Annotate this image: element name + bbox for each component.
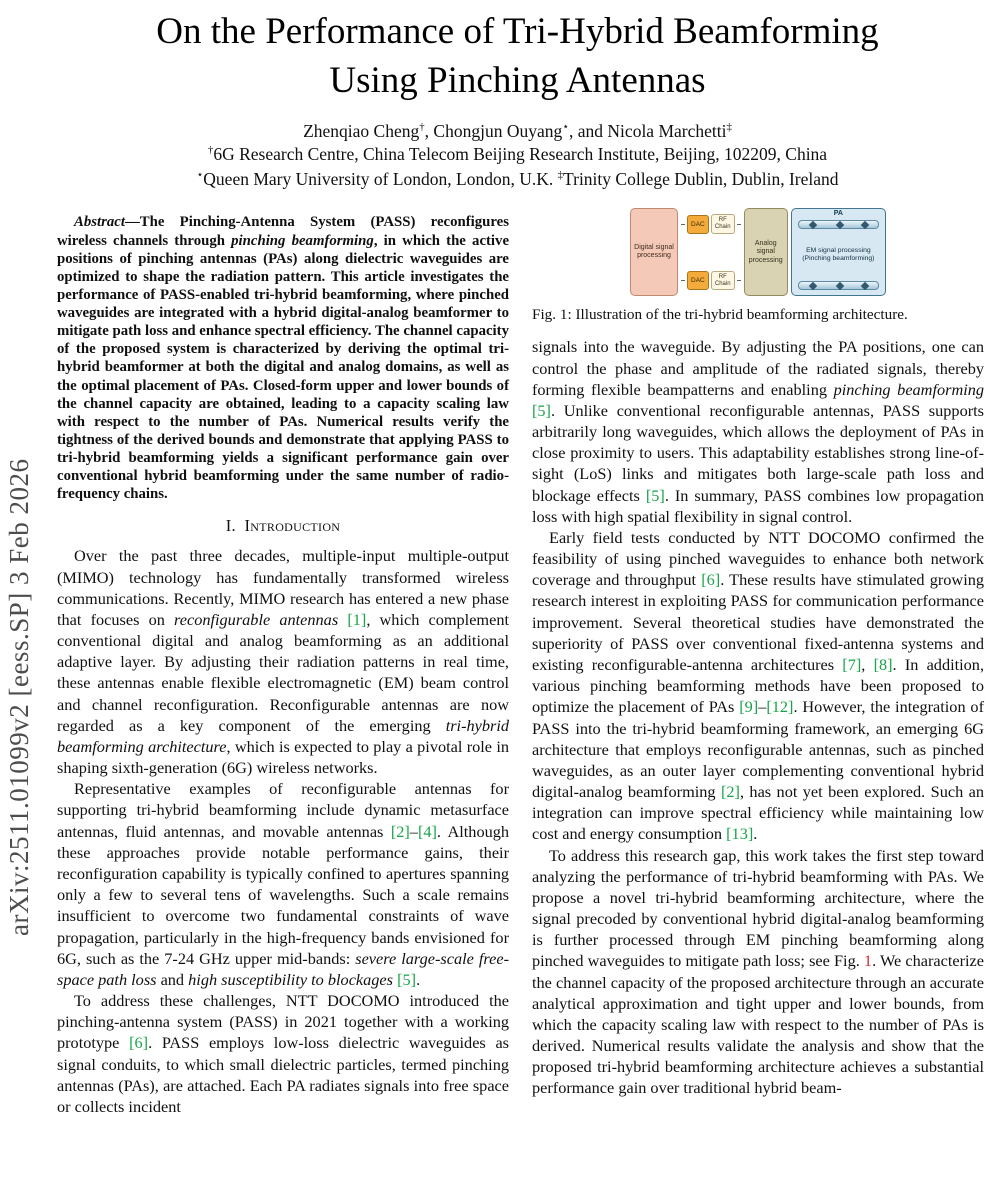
- text-run: , has not yet been explored. Such an integration can improve spectral efficiency while maintaining low cost and energy consumption: [532, 782, 985, 844]
- citation-link[interactable]: [4]: [417, 821, 437, 841]
- pinching-antenna-icon: [836, 221, 844, 229]
- paper-title: [57, 8, 978, 106]
- text-run: , in which the active positions of pinching antennas (PAs) along dielectric waveguides are optimized to shape the radiation pattern. This article investigates the performance of PASS-enabled tri-hybrid beamforming, where pinched waveguides are integrated with a hybrid digital-analog beamformer to mitigate path loss and enhance spectral efficiency. The channel capacity of the proposed system is characterized by deriving the optimal tri-hybrid beamformer at both the digital and analog domains, as well as the optimal placement of PAs. Closed-form upper and lower bounds of the channel capacity are obtained, leading to a capacity scaling law with respect to the number of PAs. Numerical results verify the tightness of the derived bounds and demonstrate that applying PASS to tri-hybrid beamforming yields a significant performance gain over conventional hybrid beamforming under the same number of radio-frequency chains.: [57, 232, 510, 503]
- two-column-body: [0, 192, 986, 1117]
- pinching-antenna-icon: [809, 282, 817, 290]
- figure-reference-link[interactable]: 1: [863, 951, 873, 971]
- text-run: [338, 610, 347, 629]
- text-run: –: [409, 821, 418, 841]
- text-run: To address these challenges, NTT DOCOMO introduced the pinching-antenna system (PASS) in 2021 together with a working prototype: [57, 991, 509, 1053]
- text-run: .: [753, 824, 758, 844]
- affiliation-marker: ‡: [726, 120, 732, 133]
- analog-signal-processing-block: [744, 208, 788, 296]
- citation-link[interactable]: [6]: [701, 570, 721, 590]
- affiliation-marker: ⋆: [562, 120, 570, 133]
- text-run: . In summary, PASS combines low propagation loss with high spatial flexibility in signal control.: [532, 485, 984, 526]
- pinching-antenna-icon: [861, 221, 869, 229]
- paragraph: [57, 545, 509, 778]
- citation-link[interactable]: [5]: [397, 969, 417, 989]
- affiliation-line-2: [57, 167, 978, 192]
- rf-chain-column: [681, 208, 741, 296]
- text-run: , which complement conventional digital and analog beamforming as an additional adaptive layer. By adjusting their radiation patterns in real time, these antennas enable flexible electromagnetic (EM) beam control and channel reconfiguration. Reconfigurable antennas are now regarded as a key component of the emerging: [57, 609, 509, 735]
- dac-block: DAC: [687, 271, 709, 290]
- paragraph: [57, 990, 509, 1117]
- citation-link[interactable]: [2]: [720, 782, 740, 802]
- paper-title-line-1: On the Performance of Tri-Hybrid Beamforming: [156, 11, 879, 52]
- paper-header: [0, 0, 986, 192]
- text-run: , which is expected to play a pivotal role in shaping sixth-generation (6G) wireless networks.: [57, 736, 509, 778]
- text-run: tri-hybrid beamforming architecture: [57, 715, 509, 756]
- citation-link[interactable]: [6]: [129, 1033, 149, 1053]
- rf-chain-top: [681, 214, 741, 234]
- waveguide-bottom: [798, 281, 879, 290]
- text-run: Zhenqiao Cheng: [303, 120, 420, 141]
- paragraph: [532, 336, 984, 527]
- text-run: Trinity College Dublin, Dublin, Ireland: [563, 169, 839, 190]
- text-run: . However, the integration of PASS into the tri-hybrid beamforming framework, an emerging 6G architecture that employs reconfigurable antennas, such as pinched waveguides, as an outer layer complementing conventional hybrid digital-analog beamforming: [532, 697, 984, 802]
- citation-link[interactable]: [7]: [842, 654, 862, 674]
- em-block-label-line-2: (Pinching beamforming): [802, 255, 875, 263]
- text-run: pinching beamforming: [833, 379, 985, 399]
- affiliation-line-1: [57, 142, 978, 167]
- text-run: ,: [861, 654, 874, 674]
- arxiv-stamp: arXiv:2511.01099v2 [eess.SP] 3 Feb 2026: [4, 458, 34, 936]
- figure-1-caption: Fig. 1: Illustration of the tri-hybrid beamforming architecture.: [532, 306, 908, 324]
- waveguide-top: [798, 220, 879, 229]
- text-run: . These results have stimulated growing research interest in exploiting PASS for communication performance improvement. Several theoretical studies have demonstrated the superiority of PASS over conventional fixed-antenna systems and existing reconfigurable-antenna architectures: [532, 570, 984, 674]
- section-heading-introduction: I. Introduction: [225, 516, 341, 536]
- em-block-label: [798, 247, 879, 263]
- text-run: Queen Mary University of London, London, U.K.: [203, 169, 558, 190]
- pinching-antenna-icon: [836, 282, 844, 290]
- rf-chain-block: RF Chain: [711, 214, 735, 234]
- text-run: Abstract: [74, 214, 125, 231]
- authors-line: [57, 121, 978, 142]
- figure-1-diagram: [630, 208, 886, 296]
- text-run: reconfigurable antennas: [174, 609, 339, 629]
- dac-block: DAC: [687, 215, 709, 234]
- analog-block-label: Analog signal processing: [748, 239, 783, 264]
- text-run: . Unlike conventional reconfigurable antennas, PASS supports arbitrarily long waveguides, which allows the deployment of PAs in close proximity to users. This adaptability establishes strong line-of-sight (LoS) links and mitigates both large-scale path loss and blockage effects: [532, 400, 984, 505]
- affiliation-marker: ‡: [557, 169, 564, 182]
- text-run: . Although these approaches provide notable performance gains, their reconfiguration capability is typically confined to apertures spanning only a few to several tens of wavelengths. Such a scale remains insufficient to overcome two fundamental constraints of wave propagation, particularly in the high-frequency bands envisioned for 6G, such as the 7-24 GHz upper mid-bands:: [57, 821, 510, 968]
- em-signal-processing-block: [791, 208, 886, 296]
- rf-chain-bottom: [681, 271, 741, 291]
- text-run: , Chongjun Ouyang: [424, 120, 563, 141]
- right-column: [532, 205, 984, 1098]
- text-run: severe large-scale free-space path loss: [57, 948, 509, 989]
- paragraph: [532, 845, 984, 1099]
- text-run: –: [758, 697, 767, 717]
- text-run: . PASS employs low-loss dielectric waveguides as signal conduits, to which small dielectric particles, termed pinching antennas (PAs), are attached. Each PA radiates signals into free space or collects incident: [57, 1033, 510, 1116]
- paragraph: [57, 778, 509, 990]
- paper-title-line-2: Using Pinching Antennas: [329, 59, 706, 101]
- em-block-label-line-1: EM signal processing: [806, 247, 871, 255]
- digital-signal-processing-block: [630, 208, 678, 296]
- text-run: To address this research gap, this work takes the first step toward analyzing the performance of tri-hybrid beamforming with PAs. We propose a novel tri-hybrid beamforming architecture, where the signal precoded by conventional hybrid digital-analog beamforming is further processed through EM pinching beamforming along pinched waveguides to mitigate path loss; see Fig.: [532, 845, 984, 971]
- text-run: , and Nicola Marchetti: [569, 120, 727, 141]
- citation-link[interactable]: [5]: [645, 485, 665, 505]
- citation-link[interactable]: [12]: [766, 697, 794, 717]
- citation-link[interactable]: [8]: [873, 654, 893, 674]
- pinching-antenna-label: PA: [833, 210, 843, 218]
- rf-chain-block: RF Chain: [711, 271, 735, 291]
- citation-link[interactable]: [1]: [347, 609, 367, 629]
- citation-link[interactable]: [2]: [390, 821, 410, 841]
- left-column: [57, 205, 509, 1117]
- text-run: high susceptibility to blockages: [188, 969, 393, 989]
- text-run: . We characterize the channel capacity of the proposed architecture through an accurate analytical approximation and tight upper and lower bounds, from which the capacity scaling law with respect to the number of PAs is derived. Numerical results validate the analysis and show that the proposed tri-hybrid beamforming architecture achieves a substantial performance gain over traditional hybrid beam-: [532, 951, 984, 1098]
- text-run: pinching beamforming: [231, 232, 374, 249]
- text-run: and: [156, 969, 189, 989]
- citation-link[interactable]: [5]: [532, 400, 551, 420]
- citation-link[interactable]: [9]: [739, 697, 759, 717]
- citation-link[interactable]: [13]: [726, 824, 754, 844]
- text-run: signals into the waveguide. By adjusting the PA positions, one can control the phase and amplitude of the radiated signals, thereby forming flexible beampatterns and enabling: [532, 337, 984, 399]
- text-run: Over the past three decades, multiple-input multiple-output (MIMO) technology has fundamentally transformed wireless communications. Recently, MIMO research has entered a new phase that focuses on: [57, 546, 509, 629]
- paragraph: [532, 527, 984, 845]
- figure-1: [532, 208, 984, 324]
- abstract-paragraph: [57, 213, 509, 503]
- text-run: Representative examples of reconfigurable antennas for supporting tri-hybrid beamforming include dynamic metasurface antennas, fluid antennas, and movable antennas: [57, 779, 509, 841]
- text-run: Early field tests conducted by NTT DOCOMO confirmed the feasibility of using pinched waveguides to enhance both network coverage and throughput: [532, 527, 984, 590]
- affiliation-marker: ⋆: [196, 169, 204, 182]
- digital-block-label: Digital signal processing: [634, 244, 674, 260]
- pinching-antenna-icon: [861, 282, 869, 290]
- affiliation-marker: †: [419, 120, 425, 133]
- text-run: .: [416, 969, 421, 989]
- text-run: —The Pinching-Antenna System (PASS) reconfigures wireless channels through: [57, 214, 509, 249]
- text-run: 6G Research Centre, China Telecom Beijing Research Institute, Beijing, 102209, China: [213, 143, 828, 164]
- pinching-antenna-icon: [809, 221, 817, 229]
- text-run: . In addition, various pinching beamforming methods have been proposed to optimize the placement of PAs: [532, 654, 985, 717]
- affiliation-marker: †: [207, 143, 214, 156]
